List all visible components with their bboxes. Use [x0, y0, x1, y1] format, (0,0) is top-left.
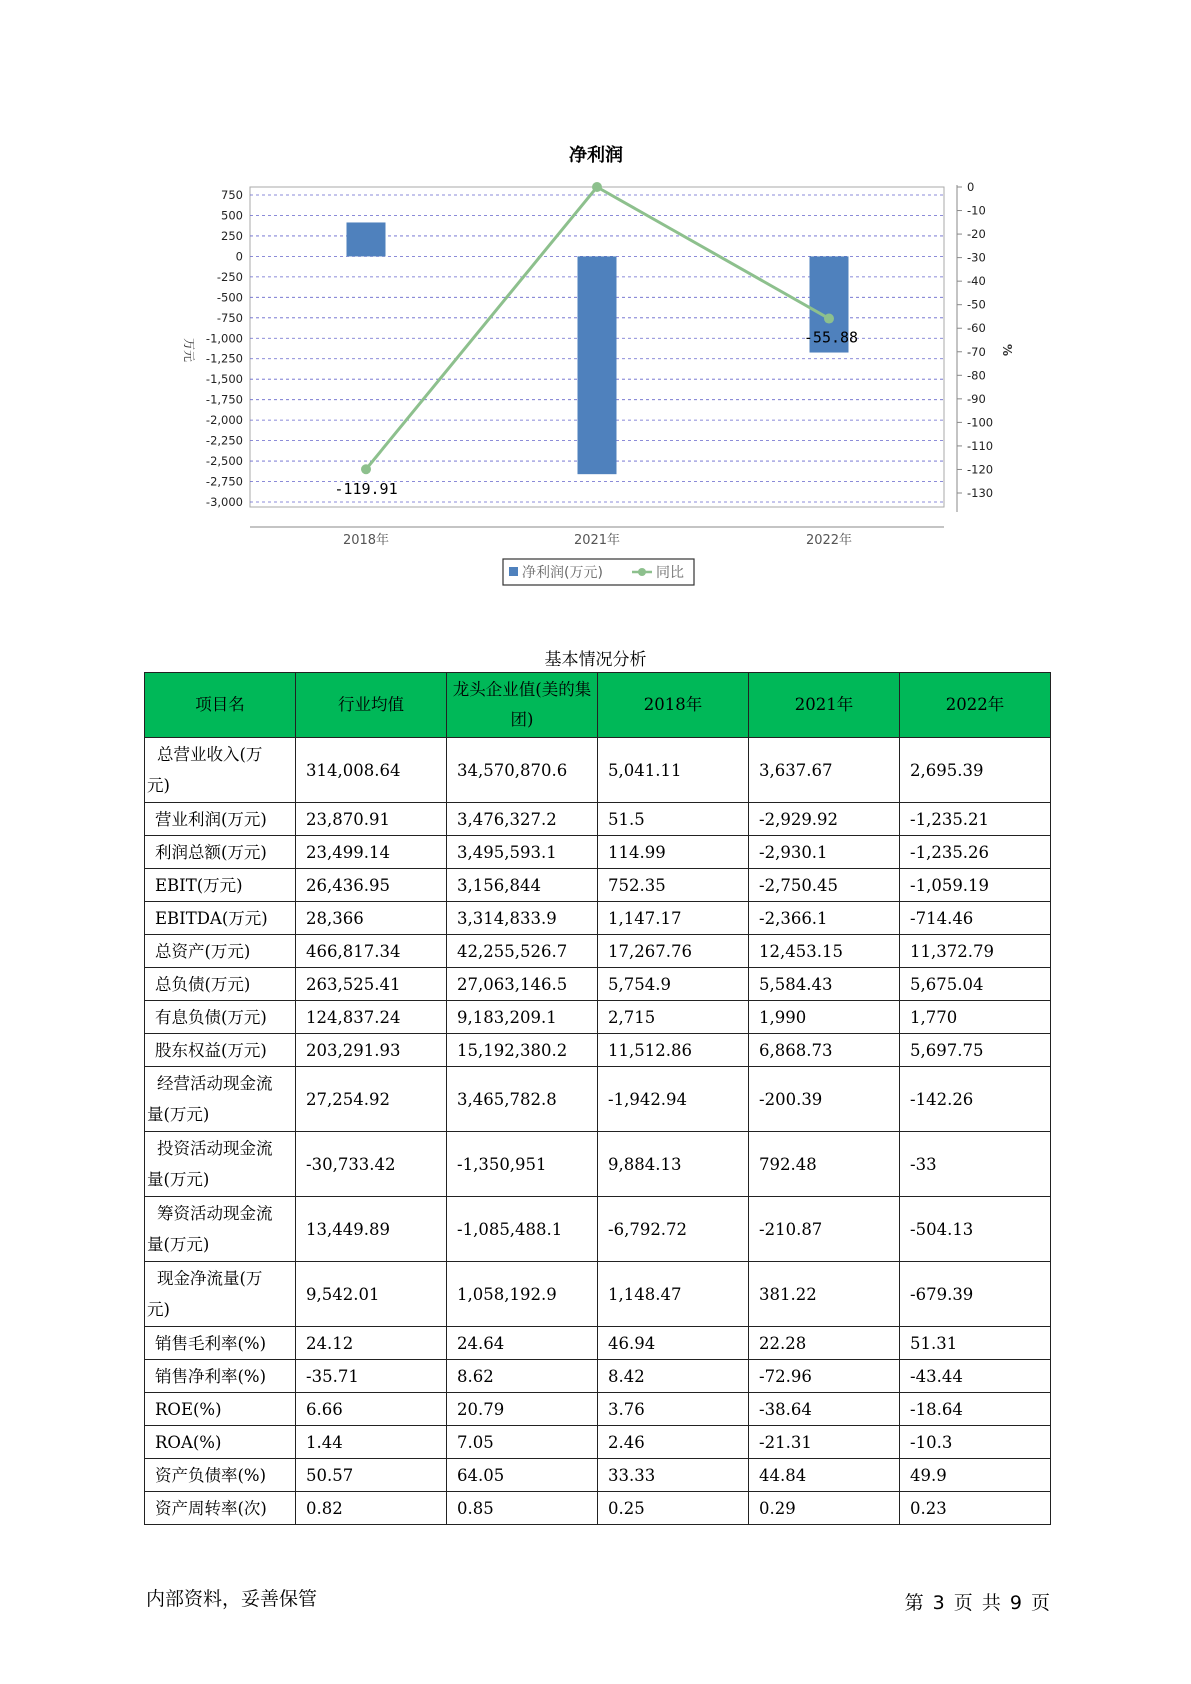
row-value: 15,192,380.2 — [447, 1034, 598, 1067]
row-value: -679.39 — [900, 1262, 1051, 1327]
row-item-name-line: 筹资活动现金流 — [157, 1204, 273, 1223]
row-value: 23,499.14 — [296, 836, 447, 869]
row-value: 34,570,870.6 — [447, 738, 598, 803]
row-value: -38.64 — [749, 1393, 900, 1426]
row-value: 49.9 — [900, 1459, 1051, 1492]
row-value: -210.87 — [749, 1197, 900, 1262]
chart-title: 净利润 — [569, 145, 623, 166]
row-item-name — [145, 1197, 296, 1262]
row-value: 5,675.04 — [900, 968, 1051, 1001]
table-row — [145, 968, 1051, 1001]
row-value: 44.84 — [749, 1459, 900, 1492]
row-item-name: 资产周转率(次) — [145, 1492, 296, 1525]
row-item-name — [145, 738, 296, 803]
y-tick-label: 250 — [221, 228, 243, 243]
row-value: -43.44 — [900, 1360, 1051, 1393]
row-item-name: 销售净利率(%) — [145, 1360, 296, 1393]
row-item-name: EBITDA(万元) — [145, 902, 296, 935]
row-value: 11,512.86 — [598, 1034, 749, 1067]
row-value: 2,715 — [598, 1001, 749, 1034]
row-value: 5,697.75 — [900, 1034, 1051, 1067]
y2-tick-label: -100 — [967, 415, 994, 430]
row-value: 752.35 — [598, 869, 749, 902]
row-value: 0.23 — [900, 1492, 1051, 1525]
legend-label-line: 同比 — [656, 565, 684, 581]
row-item-name — [145, 1067, 296, 1132]
y2-tick-label: -10 — [967, 203, 986, 218]
row-value: -142.26 — [900, 1067, 1051, 1132]
row-value: -1,235.21 — [900, 803, 1051, 836]
x-tick-label: 2022年 — [805, 533, 853, 548]
yoy-point-2022年 — [824, 314, 834, 324]
row-value: 381.22 — [749, 1262, 900, 1327]
row-value: 3,314,833.9 — [447, 902, 598, 935]
table-row — [145, 1197, 1051, 1262]
row-value: 114.99 — [598, 836, 749, 869]
row-value: 3,637.67 — [749, 738, 900, 803]
row-value: 263,525.41 — [296, 968, 447, 1001]
y-axis-right — [957, 180, 993, 512]
table-row — [145, 738, 1051, 803]
row-value: -10.3 — [900, 1426, 1051, 1459]
row-value: -2,366.1 — [749, 902, 900, 935]
row-value: -200.39 — [749, 1067, 900, 1132]
header-2022: 2022年 — [900, 673, 1051, 738]
row-value: -2,929.92 — [749, 803, 900, 836]
row-value: 11,372.79 — [900, 935, 1051, 968]
row-value: 1,147.17 — [598, 902, 749, 935]
row-value: -6,792.72 — [598, 1197, 749, 1262]
header-2018: 2018年 — [598, 673, 749, 738]
row-value: 1,148.47 — [598, 1262, 749, 1327]
row-item-name-line: 现金净流量(万 — [157, 1269, 263, 1288]
legend-swatch-bar — [509, 567, 518, 576]
table-row — [145, 1327, 1051, 1360]
row-value: -1,085,488.1 — [447, 1197, 598, 1262]
row-item-name — [145, 1262, 296, 1327]
chart-legend — [503, 559, 694, 585]
table-header-row — [145, 673, 1051, 738]
y2-tick-label: -20 — [967, 227, 986, 242]
y2-tick-label: -80 — [967, 368, 986, 383]
table-row — [145, 836, 1051, 869]
bar-2018年 — [347, 222, 386, 256]
row-value: 27,063,146.5 — [447, 968, 598, 1001]
row-item-name-line: 投资活动现金流 — [157, 1139, 273, 1158]
row-item-name-line: 总营业收入(万 — [157, 745, 263, 764]
row-value: 3,495,593.1 — [447, 836, 598, 869]
row-value: 5,754.9 — [598, 968, 749, 1001]
row-value: -1,350,951 — [447, 1132, 598, 1197]
row-value: 1.44 — [296, 1426, 447, 1459]
row-value: 0.85 — [447, 1492, 598, 1525]
bar-2021年 — [578, 256, 617, 474]
row-item-name-line: 量(万元) — [147, 1170, 210, 1189]
row-value: -1,235.26 — [900, 836, 1051, 869]
y-tick-label: -1,250 — [205, 351, 243, 366]
row-value: -2,750.45 — [749, 869, 900, 902]
row-value: -18.64 — [900, 1393, 1051, 1426]
row-item-name-line: 量(万元) — [147, 1105, 210, 1124]
table-body — [145, 738, 1051, 1525]
row-item-name: 股东权益(万元) — [145, 1034, 296, 1067]
row-value: 0.29 — [749, 1492, 900, 1525]
y2-tick-label: -110 — [967, 438, 994, 453]
y-axis-left — [206, 188, 243, 509]
header-industry-avg: 行业均值 — [296, 673, 447, 738]
row-value: -72.96 — [749, 1360, 900, 1393]
row-item-name: 营业利润(万元) — [145, 803, 296, 836]
row-value: 13,449.89 — [296, 1197, 447, 1262]
row-value: 0.82 — [296, 1492, 447, 1525]
row-value: 1,770 — [900, 1001, 1051, 1034]
row-value: -2,930.1 — [749, 836, 900, 869]
row-value: 792.48 — [749, 1132, 900, 1197]
row-value: 7.05 — [447, 1426, 598, 1459]
y2-tick-label: -130 — [967, 486, 994, 500]
row-value: 12,453.15 — [749, 935, 900, 968]
row-item-name-line: 元) — [147, 776, 170, 795]
row-value: 3,465,782.8 — [447, 1067, 598, 1132]
data-label-2018: -119.91 — [334, 480, 398, 499]
row-value: 466,817.34 — [296, 935, 447, 968]
y2-tick-label: -90 — [967, 391, 986, 406]
row-value: 51.5 — [598, 803, 749, 836]
y-tick-label: 500 — [221, 208, 243, 223]
yoy-point-2021年 — [592, 182, 602, 192]
y2-tick-label: -40 — [967, 274, 986, 289]
row-value: -714.46 — [900, 902, 1051, 935]
row-value: 24.64 — [447, 1327, 598, 1360]
row-value: 33.33 — [598, 1459, 749, 1492]
y-tick-label: -1,000 — [205, 331, 243, 346]
row-value: 50.57 — [296, 1459, 447, 1492]
net-profit-chart — [0, 0, 1191, 600]
row-value: 46.94 — [598, 1327, 749, 1360]
row-value: -30,733.42 — [296, 1132, 447, 1197]
y2-tick-label: -120 — [967, 462, 994, 477]
y-tick-label: -750 — [216, 310, 243, 325]
row-value: 124,837.24 — [296, 1001, 447, 1034]
row-value: 3,476,327.2 — [447, 803, 598, 836]
analysis-table — [144, 672, 1051, 1525]
row-value: 64.05 — [447, 1459, 598, 1492]
table-row — [145, 935, 1051, 968]
row-value: 20.79 — [447, 1393, 598, 1426]
row-item-name: 资产负债率(%) — [145, 1459, 296, 1492]
yoy-point-2018年 — [361, 464, 371, 474]
header-2021: 2021年 — [749, 673, 900, 738]
row-value: 5,584.43 — [749, 968, 900, 1001]
row-value: 9,183,209.1 — [447, 1001, 598, 1034]
row-value: 6,868.73 — [749, 1034, 900, 1067]
row-value: -1,059.19 — [900, 869, 1051, 902]
table-title: 基本情况分析 — [544, 650, 647, 670]
row-value: 23,870.91 — [296, 803, 447, 836]
table-row — [145, 1001, 1051, 1034]
footer-confidential: 内部资料，妥善保管 — [146, 1588, 318, 1610]
row-item-name-line: 经营活动现金流 — [157, 1074, 273, 1093]
legend-label-bar: 净利润(万元) — [522, 565, 603, 581]
row-item-name: 总资产(万元) — [145, 935, 296, 968]
row-value: 8.42 — [598, 1360, 749, 1393]
table-row — [145, 869, 1051, 902]
table-row — [145, 1426, 1051, 1459]
y-tick-label: -500 — [216, 290, 243, 305]
y-tick-label: -3,000 — [205, 495, 243, 509]
y-axis-right-label: % — [1000, 343, 1014, 357]
y2-tick-label: -60 — [967, 321, 986, 336]
row-item-name — [145, 1132, 296, 1197]
header-leader-value: 龙头企业值(美的集团) — [447, 673, 598, 738]
row-value: 9,542.01 — [296, 1262, 447, 1327]
table-row — [145, 1459, 1051, 1492]
row-item-name: 总负债(万元) — [145, 968, 296, 1001]
table-row — [145, 803, 1051, 836]
table-row — [145, 1393, 1051, 1426]
row-value: 26,436.95 — [296, 869, 447, 902]
row-value: 9,884.13 — [598, 1132, 749, 1197]
row-value: 42,255,526.7 — [447, 935, 598, 968]
x-tick-label: 2018年 — [342, 533, 390, 548]
y-tick-label: 750 — [221, 188, 243, 202]
row-value: 28,366 — [296, 902, 447, 935]
row-item-name: 有息负债(万元) — [145, 1001, 296, 1034]
row-value: 314,008.64 — [296, 738, 447, 803]
data-label-2022: -55.88 — [803, 328, 859, 347]
y2-tick-label: -50 — [967, 297, 986, 312]
table-row — [145, 1067, 1051, 1132]
table-row — [145, 1360, 1051, 1393]
y-tick-label: 0 — [235, 249, 243, 264]
y-tick-label: -2,750 — [205, 474, 243, 489]
table-row — [145, 1132, 1051, 1197]
row-item-name: ROE(%) — [145, 1393, 296, 1426]
row-item-name: EBIT(万元) — [145, 869, 296, 902]
footer-page-number: 第 3 页 共 9 页 — [904, 1592, 1050, 1614]
header-item-name: 项目名 — [145, 673, 296, 738]
table-row — [145, 1492, 1051, 1525]
y-tick-label: -2,250 — [205, 433, 243, 448]
y-tick-label: -1,750 — [205, 392, 243, 407]
row-value: -33 — [900, 1132, 1051, 1197]
row-value: -504.13 — [900, 1197, 1051, 1262]
x-axis — [343, 532, 852, 548]
row-value: 3,156,844 — [447, 869, 598, 902]
row-value: 0.25 — [598, 1492, 749, 1525]
row-item-name: 利润总额(万元) — [145, 836, 296, 869]
table-row — [145, 1034, 1051, 1067]
y2-tick-label: -30 — [967, 250, 986, 265]
table-row — [145, 1262, 1051, 1327]
legend-swatch-marker — [638, 568, 646, 576]
row-item-name: 销售毛利率(%) — [145, 1327, 296, 1360]
y2-tick-label: -70 — [967, 344, 986, 359]
row-value: 6.66 — [296, 1393, 447, 1426]
row-item-name: ROA(%) — [145, 1426, 296, 1459]
row-value: 1,058,192.9 — [447, 1262, 598, 1327]
y-tick-label: -2,500 — [205, 454, 243, 469]
row-value: 8.62 — [447, 1360, 598, 1393]
table-row — [145, 902, 1051, 935]
y-axis-left-label: 万元 — [182, 337, 196, 363]
row-value: 1,990 — [749, 1001, 900, 1034]
row-value: 51.31 — [900, 1327, 1051, 1360]
row-value: 203,291.93 — [296, 1034, 447, 1067]
y-tick-label: -1,500 — [205, 372, 243, 387]
row-value: 3.76 — [598, 1393, 749, 1426]
row-value: 17,267.76 — [598, 935, 749, 968]
y-tick-label: -2,000 — [205, 413, 243, 428]
row-value: 2.46 — [598, 1426, 749, 1459]
row-value: 2,695.39 — [900, 738, 1051, 803]
row-value: -21.31 — [749, 1426, 900, 1459]
y-tick-label: -250 — [216, 269, 243, 284]
row-value: 5,041.11 — [598, 738, 749, 803]
row-value: -1,942.94 — [598, 1067, 749, 1132]
y2-tick-label: 0 — [967, 180, 975, 194]
row-item-name-line: 元) — [147, 1300, 170, 1319]
row-value: -35.71 — [296, 1360, 447, 1393]
row-value: 24.12 — [296, 1327, 447, 1360]
row-value: 27,254.92 — [296, 1067, 447, 1132]
row-value: 22.28 — [749, 1327, 900, 1360]
x-tick-label: 2021年 — [573, 533, 621, 548]
row-item-name-line: 量(万元) — [147, 1235, 210, 1254]
